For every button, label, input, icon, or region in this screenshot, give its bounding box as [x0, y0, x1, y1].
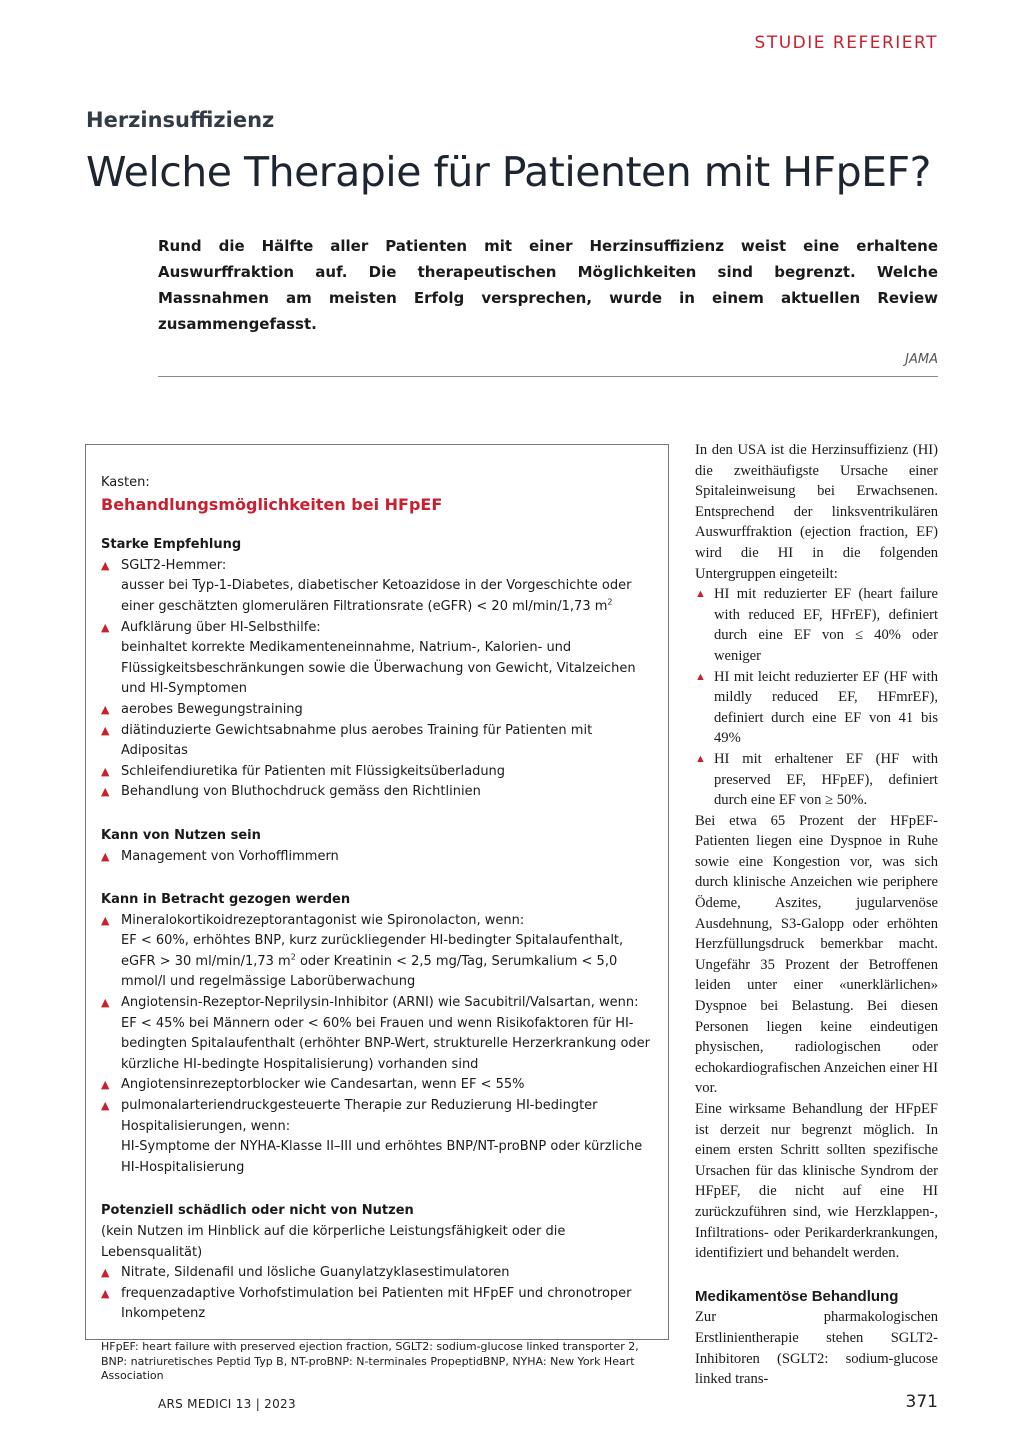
list-item: ▲ HI mit leicht reduzierter EF (HF with mildly reduced EF, HFmrEF), definiert durch eine EF von 41 bis 49%	[695, 668, 938, 747]
list-item: ▲ Nitrate, Sildenafil und lösliche Guanylatzyklasestimulatoren	[101, 1263, 654, 1284]
list-item: ▲ HI mit reduzierter EF (heart failure with reduced EF, HFrEF), definiert durch eine EF von ≤ 40% oder weniger	[695, 586, 938, 664]
item-label: Aufklärung über HI-Selbsthilfe:	[121, 619, 321, 635]
list-item: ▲ frequenzadaptive Vorhofstimulation bei Patienten mit HFpEF und chronotroper Inkompetenz	[101, 1285, 632, 1322]
triangle-bullet-icon: ▲	[101, 1078, 110, 1092]
list-item: ▲ HI mit erhaltener EF (HF with preserved EF, HFpEF), definiert durch eine EF von ≥ 50%.	[695, 750, 938, 809]
triangle-bullet-icon: ▲	[101, 913, 110, 927]
article-source: JAMA	[905, 352, 938, 367]
triangle-bullet-icon: ▲	[101, 996, 110, 1010]
list-item: ▲ Mineralokortikoidrezeptorantagonist wie Spironolacton, wenn: EF < 60%, erhöhtes BNP, kurz zurückliegender HI-bedingter Spitalaufenthalt, eGFR > 30 ml/min/1,73 $m^2$ oder Kreatinin < 2,5 mg/Tag, Serumkalium < 5,0 mmol/l und regelmässige Laborüberwachung	[101, 912, 624, 990]
treatment-box	[85, 444, 669, 1383]
group-may-be-useful	[101, 826, 654, 867]
triangle-bullet-icon: ▲	[101, 764, 110, 778]
triangle-bullet-icon: ▲	[101, 620, 110, 634]
list-item: ▲ Behandlung von Bluthochdruck gemäss den Richtlinien	[101, 782, 654, 803]
box-kicker: Kasten:	[101, 475, 150, 490]
footer-journal: ARS MEDICI 13 | 2023	[158, 1397, 296, 1411]
subheading: Medikamentöse Behandlung	[695, 1287, 899, 1305]
triangle-bullet-icon: ▲	[695, 588, 706, 601]
triangle-bullet-icon: ▲	[101, 1099, 110, 1113]
triangle-bullet-icon: ▲	[101, 723, 110, 737]
group-potentially-harmful	[101, 1201, 654, 1325]
list-item: ▲ pulmonalarteriendruckgesteuerte Therapie zur Reduzierung HI-bedingter Hospitalisierungen, wenn: HI-Symptome der NYHA-Klasse II–III und erhöhtes BNP/NT-proBNP oder kürzliche HI-Hospitalisierung	[101, 1098, 643, 1175]
group-heading: Potenziell schädlich oder nicht von Nutzen	[101, 1203, 414, 1219]
triangle-bullet-icon: ▲	[101, 1286, 110, 1300]
triangle-bullet-icon: ▲	[101, 558, 110, 572]
triangle-bullet-icon: ▲	[695, 670, 706, 683]
group-heading: Kann von Nutzen sein	[101, 827, 261, 843]
list-item: ▲ diätinduzierte Gewichtsabnahme plus aerobes Training für Patienten mit Adipositas	[101, 722, 593, 759]
list-item: ▲ Angiotensin-Rezeptor-Neprilysin-Inhibitor (ARNI) wie Sacubitril/Valsartan, wenn: EF < 45% bei Männern oder < 60% bei Frauen und wenn Risikofaktoren für HI-bedingten Spitalaufenthalt (erhöhter BNP-Wert, strukturelle Herzerkrankung oder kürzliche HI-bedingte Hospitalisierung) vorhanden sind	[101, 995, 651, 1072]
paragraph: Eine wirksame Behandlung der HFpEF ist derzeit nur begrenzt möglich. In einem ersten Schritt sollten spezifische Ursachen für das klinische Syndrom der HFpEF, die nicht auf eine HI zurückzuführen sind, wie Herzklappen-, Infiltrations- oder Perikarderkrankungen, identifiziert und behandelt werden.	[695, 1101, 938, 1262]
list-item: ▲ Schleifendiuretika für Patienten mit Flüssigkeitsüberladung	[101, 762, 654, 783]
paragraph: Zur pharmakologischen Erstlinientherapie stehen SGLT2-Inhibitoren (SGLT2: sodium-glucose linked trans-	[695, 1309, 938, 1388]
article-title: Welche Therapie für Patienten mit HFpEF?	[86, 148, 931, 196]
paragraph: Bei etwa 65 Prozent der HFpEF-Patienten liegen eine Dyspnoe in Ruhe sowie eine Kongestion vor, was sich durch klinische Anzeichen wie periphere Ödeme, Aszites, jugularvenöse Ausdehnung, S3-Galopp oder erhöhten Herzfüllungsdruck bemerkbar macht. Ungefähr 35 Prozent der Betroffenen leiden unter einer «unerklärlichen» Dyspnoe bei Belastung. Bei diesen Personen liegen keine eindeutigen physischen, radiologischen oder echokardiografischen Anzeichen einer HI vor.	[695, 812, 938, 1097]
page-number: 371	[905, 1392, 938, 1412]
article-kicker: Herzinsuffizienz	[86, 108, 275, 132]
group-may-be-considered	[101, 890, 654, 1178]
group-heading: Kann in Betracht gezogen werden	[101, 892, 351, 908]
superscript: 2	[290, 952, 296, 962]
group-subtitle: (kein Nutzen im Hinblick auf die körperliche Leistungsfähigkeit oder die Lebensqualität)	[101, 1224, 566, 1260]
superscript: 2	[607, 597, 613, 607]
list-item: ▲ aerobes Bewegungstraining	[101, 700, 654, 721]
triangle-bullet-icon: ▲	[101, 702, 110, 716]
box-title: Behandlungsmöglichkeiten bei HFpEF	[101, 494, 443, 514]
group-strong-recommendation	[101, 535, 654, 803]
item-detail: ausser bei Typ-1-Diabetes, diabetischer Ketoazidose in der Vorgeschichte oder einer geschätzten glomerulären Filtrationsrate (eGFR) < 20 ml/min/1,73 m	[121, 578, 632, 614]
section-label: STUDIE REFERIERT	[754, 33, 938, 53]
list-item: ▲ Angiotensinrezeptorblocker wie Candesartan, wenn EF < 55%	[101, 1075, 654, 1096]
item-detail: beinhaltet korrekte Medikamenteneinnahme, Natrium-, Kalorien- und Flüssigkeitsbeschränkungen sowie die Überwachung von Gewicht, Vitalzeichen und HI-Symptomen	[121, 640, 636, 697]
list-item	[101, 618, 654, 700]
abbreviations-note: HFpEF: heart failure with preserved ejection fraction, SGLT2: sodium-glucose linked transporter 2, BNP: natriuretisches Peptid Typ B, NT-proBNP: N-terminales PropeptidBNP, NYHA: New York Heart Association	[101, 1339, 639, 1383]
divider	[158, 376, 938, 377]
triangle-bullet-icon: ▲	[695, 752, 706, 765]
triangle-bullet-icon: ▲	[101, 1266, 110, 1280]
triangle-bullet-icon: ▲	[101, 785, 110, 799]
item-label: SGLT2-Hemmer:	[121, 557, 227, 573]
group-heading: Starke Empfehlung	[101, 537, 242, 553]
paragraph: In den USA ist die Herzinsuffizienz (HI) die zweithäufigste Ursache einer Spitaleinweisung bei Erwachsenen. Entsprechend der linksventrikulären Auswurffraktion (ejection fraction, EF) wird die HI in die folgenden Untergruppen eingeteilt:	[695, 442, 938, 582]
list-item	[101, 556, 654, 618]
body-column	[695, 440, 938, 1390]
article-lead: Rund die Hälfte aller Patienten mit einer Herzinsuffizienz weist eine erhaltene Auswurffraktion auf. Die therapeutischen Möglichkeiten sind begrenzt. Welche Massnahmen am meisten Erfolg versprechen, wurde in einem aktuellen Review zusammengefasst.	[158, 237, 938, 333]
list-item: ▲ Management von Vorhofflimmern	[101, 847, 654, 868]
triangle-bullet-icon: ▲	[101, 849, 110, 863]
